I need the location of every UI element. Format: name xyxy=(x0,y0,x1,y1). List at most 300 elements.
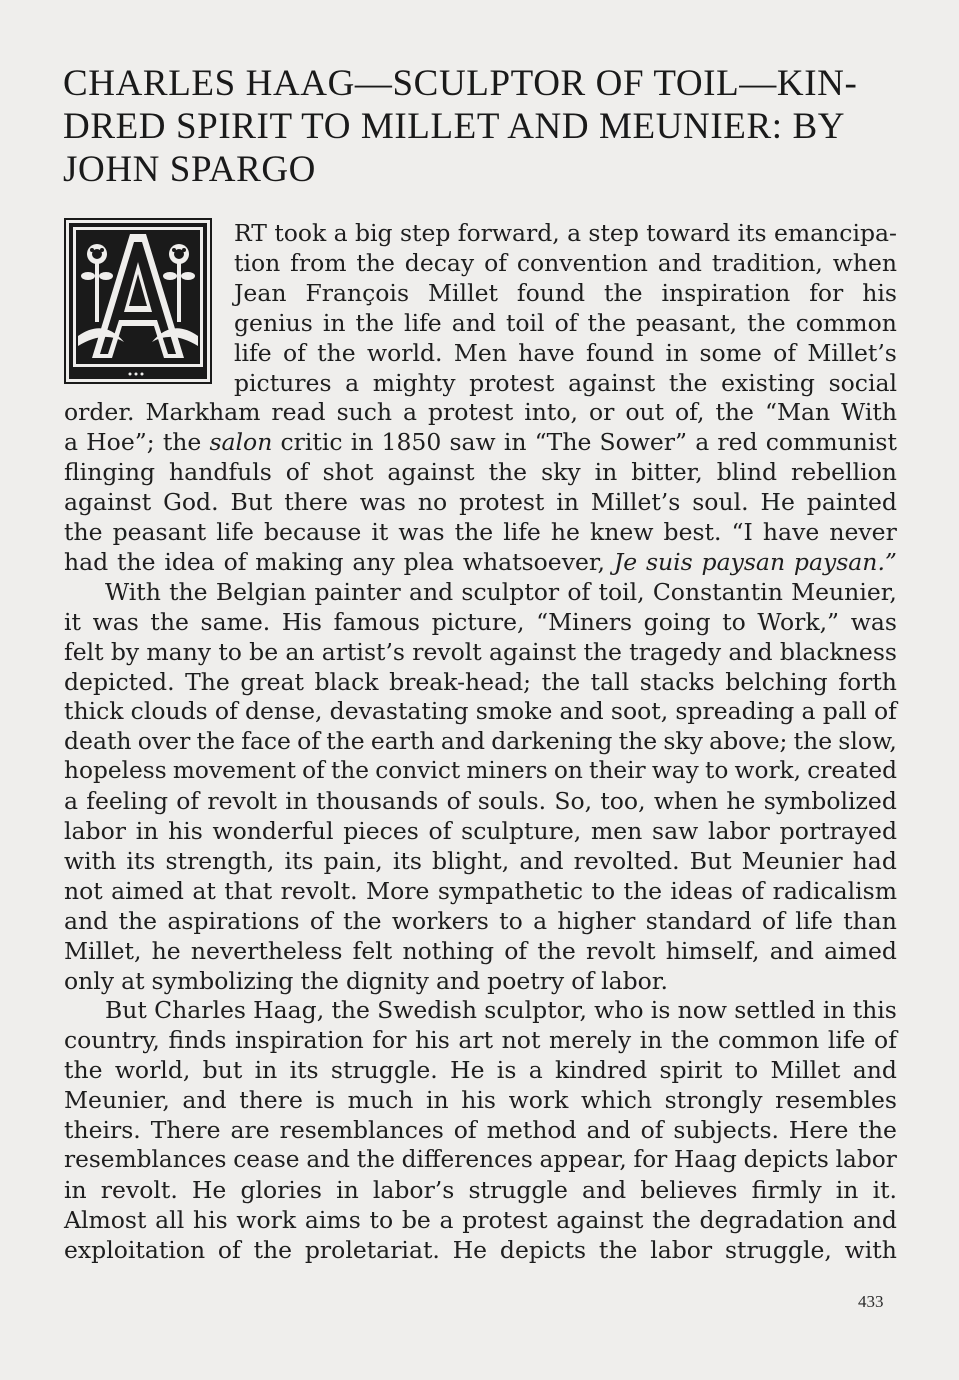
word: salon xyxy=(209,428,273,456)
word: had xyxy=(852,847,897,875)
word: against xyxy=(387,458,475,486)
word: 1850 xyxy=(381,428,442,456)
word: decay xyxy=(404,249,475,277)
word: Charles xyxy=(154,996,246,1024)
text-line xyxy=(64,1055,897,1085)
word: handfuls xyxy=(169,458,272,486)
word: black xyxy=(314,668,379,696)
word: saw xyxy=(449,428,496,456)
word: its xyxy=(392,847,422,875)
word: of xyxy=(554,309,578,337)
word: only xyxy=(64,967,115,995)
word: But xyxy=(105,996,147,1024)
title-line: JOHN SPARGO xyxy=(63,149,317,190)
word: dignity xyxy=(345,967,429,995)
word: revolt. xyxy=(280,877,358,905)
word: flinging xyxy=(64,458,156,486)
word: sculpture, xyxy=(461,817,582,845)
drop-cap-ornament-icon xyxy=(64,218,212,384)
word: over xyxy=(137,727,191,755)
word: Work,” xyxy=(757,608,840,636)
word: pictures xyxy=(234,369,332,397)
word: revolt xyxy=(586,937,656,965)
word: that xyxy=(224,877,273,905)
text-line xyxy=(64,1205,897,1235)
word: But xyxy=(689,847,732,875)
word: the xyxy=(300,967,339,995)
word: of xyxy=(773,339,797,367)
word: peasant, xyxy=(636,309,738,337)
word: labor. xyxy=(601,967,668,995)
word: Swedish xyxy=(377,996,478,1024)
word: by xyxy=(110,638,140,666)
word: he xyxy=(550,518,580,546)
text-line xyxy=(64,1145,897,1175)
text-line xyxy=(64,1025,897,1055)
word: of xyxy=(640,1116,664,1144)
word: a xyxy=(695,428,710,456)
word: revolted. xyxy=(573,847,680,875)
word: world, xyxy=(114,1056,191,1084)
word: of xyxy=(302,757,325,784)
word: Belgian xyxy=(215,578,307,606)
word: death xyxy=(64,727,132,755)
word: Hoe”; xyxy=(86,428,155,456)
word: painted xyxy=(806,488,897,516)
word: at xyxy=(192,877,216,905)
word: to xyxy=(591,877,616,905)
word: protest xyxy=(469,369,555,397)
word: much xyxy=(347,1086,414,1114)
word: life xyxy=(216,518,254,546)
word: the xyxy=(343,907,382,935)
word: of xyxy=(741,877,765,905)
word: and xyxy=(408,578,454,606)
word: a xyxy=(64,428,79,456)
word: depicts xyxy=(743,1146,829,1173)
word: too, xyxy=(600,787,646,815)
word: of xyxy=(217,1236,241,1264)
word: was xyxy=(92,608,139,636)
word: kindred xyxy=(555,1056,648,1084)
word: not xyxy=(501,1026,541,1054)
word: but xyxy=(202,1056,243,1084)
word: clouds xyxy=(130,697,208,725)
word: Meunier, xyxy=(64,1086,170,1114)
word: is xyxy=(650,996,671,1024)
word: and xyxy=(559,697,604,725)
title-line: CHARLES HAAG—SCULPTOR OF TOIL—KIN- xyxy=(63,63,858,104)
word: the xyxy=(541,668,581,696)
text-line xyxy=(64,1115,897,1145)
word: in xyxy=(64,1176,87,1204)
word: a xyxy=(333,219,348,247)
word: its xyxy=(284,847,314,875)
text-line xyxy=(64,487,897,517)
text-line xyxy=(105,577,897,607)
word: and xyxy=(519,847,564,875)
word: a xyxy=(528,1056,543,1084)
word: picture, xyxy=(431,608,525,636)
word: poetry xyxy=(487,967,565,995)
word: “I xyxy=(731,518,753,546)
word: resemblances xyxy=(279,1116,444,1144)
word: strength, xyxy=(165,847,275,875)
word: its xyxy=(126,847,156,875)
word: merely xyxy=(548,1026,632,1054)
word: men xyxy=(590,817,643,845)
word: But xyxy=(230,488,273,516)
word: depicted. xyxy=(64,668,175,696)
word: finds xyxy=(168,1026,227,1054)
word: against xyxy=(556,1206,644,1234)
word: darkening xyxy=(491,727,613,755)
word: of xyxy=(285,458,309,486)
word: against xyxy=(568,369,656,397)
word: François xyxy=(305,279,410,307)
word: the xyxy=(118,907,158,935)
word: it. xyxy=(872,1176,897,1204)
word: depicts xyxy=(499,1236,587,1264)
word: There xyxy=(150,1116,221,1144)
word: higher xyxy=(557,907,636,935)
word: believes xyxy=(640,1176,738,1204)
word: it xyxy=(64,608,81,636)
word: his xyxy=(192,1206,228,1234)
word: work xyxy=(508,1086,569,1114)
word: of xyxy=(873,697,897,725)
word: his xyxy=(168,817,203,845)
word: ideas xyxy=(670,877,733,905)
word: to xyxy=(734,1056,759,1084)
word: of xyxy=(428,817,452,845)
word: shot xyxy=(322,458,374,486)
word: symbolizing xyxy=(151,967,294,995)
word: artist’s xyxy=(321,638,405,666)
word: way xyxy=(651,757,699,784)
word: soul. xyxy=(692,488,749,516)
word: paysan.” xyxy=(793,548,897,576)
word: slow, xyxy=(838,727,897,755)
word: red xyxy=(717,428,758,456)
word: the xyxy=(488,458,528,486)
word: aimed xyxy=(111,877,184,905)
word: to xyxy=(722,608,746,636)
word: in xyxy=(425,1086,449,1114)
word: in xyxy=(135,817,159,845)
word: protest xyxy=(428,398,514,426)
word: With xyxy=(841,398,897,426)
text-line xyxy=(64,726,897,756)
word: He xyxy=(191,1176,227,1204)
text-line xyxy=(64,1085,897,1115)
word: to xyxy=(499,907,523,935)
word: feeling xyxy=(86,787,169,815)
text-line xyxy=(64,966,897,996)
word: labor xyxy=(64,817,126,845)
word: mighty xyxy=(372,369,456,397)
word: glories xyxy=(240,1176,322,1204)
word: of xyxy=(309,907,333,935)
word: at xyxy=(121,967,145,995)
word: be xyxy=(401,1206,431,1234)
text-line xyxy=(64,607,897,637)
word: Sower” xyxy=(599,428,688,456)
word: wonderful xyxy=(212,817,334,845)
word: of xyxy=(453,1116,477,1144)
word: and xyxy=(182,1086,227,1114)
word: strongly xyxy=(664,1086,763,1114)
word: a xyxy=(439,1206,454,1234)
word: He xyxy=(450,1056,485,1084)
word: stacks xyxy=(639,668,715,696)
word: going xyxy=(643,608,711,636)
word: work, xyxy=(734,757,802,784)
word: emancipa- xyxy=(773,219,897,247)
word: with xyxy=(64,847,117,875)
word: aims xyxy=(304,1206,361,1234)
word: painter xyxy=(314,578,401,606)
word: dense, xyxy=(244,697,323,725)
word: of xyxy=(484,249,507,277)
word: any xyxy=(352,548,395,576)
word: and xyxy=(657,249,702,277)
word: tion xyxy=(234,249,281,277)
word: all xyxy=(155,1206,185,1234)
word: world. xyxy=(366,339,443,367)
text-line xyxy=(105,995,897,1025)
word: nothing xyxy=(402,937,494,965)
word: RT xyxy=(234,219,267,247)
word: life xyxy=(404,309,442,337)
word: felt xyxy=(64,638,104,666)
text-line xyxy=(64,547,897,577)
word: forward, xyxy=(457,219,560,247)
word: communist xyxy=(765,428,897,456)
word: struggle xyxy=(468,1176,568,1204)
word: portrayed xyxy=(779,817,897,845)
word: convict xyxy=(375,757,461,784)
word: theirs. xyxy=(64,1116,141,1144)
word: struggle. xyxy=(330,1056,438,1084)
word: revolt. xyxy=(100,1176,178,1204)
word: symbolized xyxy=(763,787,897,815)
word: a xyxy=(533,907,548,935)
word: radicalism xyxy=(772,877,897,905)
word: of xyxy=(446,787,470,815)
word: the xyxy=(117,548,156,576)
word: against xyxy=(64,488,152,516)
word: never xyxy=(829,518,897,546)
word: thousands xyxy=(316,787,439,815)
word: smoke xyxy=(475,697,553,725)
text-line xyxy=(64,786,897,816)
word: sympathetic xyxy=(437,877,584,905)
word: this xyxy=(852,996,897,1024)
word: and xyxy=(728,638,773,666)
word: aspirations xyxy=(167,907,300,935)
text-line xyxy=(64,637,897,667)
word: “Man xyxy=(764,398,831,426)
word: movement xyxy=(172,757,296,784)
word: in xyxy=(254,1056,278,1084)
word: read xyxy=(271,398,326,426)
word: tall xyxy=(590,668,630,696)
word: are xyxy=(230,1116,270,1144)
word: saw xyxy=(652,817,699,845)
word: forth xyxy=(838,668,897,696)
word: He xyxy=(452,1236,488,1264)
word: toil, xyxy=(598,578,645,606)
word: a xyxy=(403,398,418,426)
word: His xyxy=(281,608,322,636)
word: sculptor xyxy=(461,578,560,606)
word: critic xyxy=(280,428,343,456)
word: be xyxy=(249,638,279,666)
word: to xyxy=(705,757,729,784)
word: struggle, xyxy=(724,1236,832,1264)
word: their xyxy=(589,757,646,784)
word: resembles xyxy=(775,1086,897,1114)
word: his xyxy=(862,279,897,307)
word: life xyxy=(234,339,272,367)
word: there xyxy=(239,1086,303,1114)
word: firmly xyxy=(751,1176,822,1204)
word: sky xyxy=(663,727,703,755)
word: had xyxy=(64,548,109,576)
word: appear, xyxy=(539,1146,627,1173)
word: in xyxy=(336,1176,359,1204)
drop-cap-letter xyxy=(64,218,65,219)
word: devastating xyxy=(329,697,469,725)
word: “The xyxy=(534,428,592,456)
word: method xyxy=(486,1116,577,1144)
word: of xyxy=(282,339,306,367)
word: genius xyxy=(234,309,313,337)
word: of, xyxy=(675,398,705,426)
word: settled xyxy=(734,996,816,1024)
word: convention xyxy=(516,249,648,277)
word: earth xyxy=(370,727,435,755)
word: such xyxy=(336,398,393,426)
word: the xyxy=(668,369,708,397)
word: the xyxy=(747,309,786,337)
text-line xyxy=(234,308,897,338)
word: found xyxy=(585,339,655,367)
word: the xyxy=(355,309,395,337)
word: With xyxy=(105,578,161,606)
word: blight, xyxy=(432,847,510,875)
word: which xyxy=(580,1086,652,1114)
word: the xyxy=(715,398,754,426)
word: with xyxy=(844,1236,897,1264)
word: or xyxy=(588,398,615,426)
word: the xyxy=(162,428,202,456)
word: common xyxy=(718,1026,820,1054)
word: have xyxy=(762,518,820,546)
word: Here xyxy=(788,1116,849,1144)
text-line xyxy=(234,218,897,248)
word: pall xyxy=(822,697,867,725)
word: He xyxy=(760,488,795,516)
word: no xyxy=(417,488,448,516)
word: the xyxy=(623,877,662,905)
word: great xyxy=(240,668,304,696)
word: for xyxy=(633,1146,668,1173)
word: So, xyxy=(554,787,593,815)
word: is xyxy=(315,1086,336,1114)
word: labor’s xyxy=(372,1176,455,1204)
word: when xyxy=(653,787,719,815)
word: the xyxy=(598,1236,638,1264)
word: revolt xyxy=(207,787,277,815)
word: its xyxy=(289,1056,319,1084)
word: of xyxy=(223,548,247,576)
word: found xyxy=(516,279,586,307)
word: was xyxy=(398,518,445,546)
word: exploitation xyxy=(64,1236,206,1264)
word: of xyxy=(571,967,595,995)
word: many xyxy=(146,638,212,666)
word: have xyxy=(518,339,575,367)
word: to xyxy=(218,638,242,666)
word: spirit xyxy=(659,1056,723,1084)
word: toil xyxy=(505,309,545,337)
word: idea xyxy=(164,548,215,576)
text-line xyxy=(64,397,897,427)
word: the xyxy=(150,608,189,636)
word: paysan xyxy=(701,548,786,576)
word: nevertheless xyxy=(190,937,343,965)
word: the xyxy=(317,339,356,367)
word: step xyxy=(588,219,639,247)
word: inspiration xyxy=(661,279,791,307)
word: the xyxy=(587,309,626,337)
word: step xyxy=(399,219,451,247)
word: in xyxy=(639,1026,663,1054)
text-line xyxy=(64,816,897,846)
word: Constantin xyxy=(652,578,783,606)
word: now xyxy=(677,996,728,1024)
word: protest xyxy=(462,1206,548,1234)
word: its xyxy=(737,219,767,247)
word: Men xyxy=(453,339,507,367)
word: of xyxy=(874,1026,897,1054)
word: differences xyxy=(401,1146,533,1173)
word: workers xyxy=(391,907,489,935)
word: Meunier xyxy=(741,847,843,875)
word: to xyxy=(369,1206,394,1234)
word: the xyxy=(330,757,370,784)
word: cease xyxy=(233,1146,300,1173)
word: of xyxy=(297,727,321,755)
word: in xyxy=(503,428,527,456)
word: common xyxy=(795,309,897,337)
word: and xyxy=(582,1176,627,1204)
word: his xyxy=(461,1086,496,1114)
text-line xyxy=(64,906,897,936)
word: out xyxy=(625,398,665,426)
word: in xyxy=(594,458,618,486)
ornamental-drop-cap xyxy=(64,218,212,384)
word: the xyxy=(604,279,643,307)
word: took xyxy=(274,219,327,247)
word: same. xyxy=(200,608,271,636)
word: Haag xyxy=(673,1146,737,1173)
text-line xyxy=(64,667,897,697)
word: than xyxy=(843,907,897,935)
word: More xyxy=(366,877,430,905)
